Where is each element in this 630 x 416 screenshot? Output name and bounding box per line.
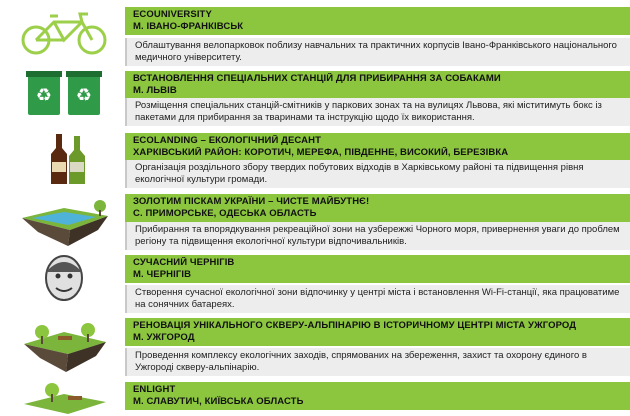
item-location: М. ІВАНО-ФРАНКІВСЬК [133,21,244,32]
item-location: М. ЛЬВІВ [133,85,177,96]
recycle-bins-icon [18,69,110,117]
item-description: Розміщення спеціальних станцій-смітників у паркових зонах та на вулицях Львова, які міститимуть бокс із пакетами для прибирання за тваринами та інструкцію щодо їх використання. [125,98,630,126]
bottles-icon [18,132,110,186]
portrait-icon [18,252,110,304]
bench-island-icon [18,382,110,416]
item-description: Організація роздільного збору твердих побутових відходів в Харківському районі та підвищення рівня екологічної культури громади. [125,160,630,188]
item-location: М. ЧЕРНІГІВ [133,269,192,280]
item-location: ХАРКІВСЬКИЙ РАЙОН: КОРОТИЧ, МЕРЕФА, ПІВДЕННЕ, ВИСОКИЙ, БЕРЕЗІВКА [133,147,509,158]
item-title: ВСТАНОВЛЕННЯ СПЕЦІАЛЬНИХ СТАНЦІЙ ДЛЯ ПРИБИРАННЯ ЗА СОБАКАМИ [133,73,501,84]
item-location: М. СЛАВУТИЧ, КИЇВСЬКА ОБЛАСТЬ [133,396,304,407]
svg-text:♻: ♻ [75,85,93,106]
item-title: ENLIGHT [133,384,176,395]
item-title: ECOUNIVERSITY [133,9,212,20]
item-header [125,194,630,222]
svg-text:♻: ♻ [35,85,53,106]
item-description: Прибирання та впорядкування рекреаційної зони на узбережжі Чорного моря, привернення уваги до проблем регіону та підвищення екологічної культури відпочивальників. [125,222,630,250]
pool-island-icon [18,196,110,248]
item-title: ECOLANDING – ЕКОЛОГІЧНИЙ ДЕСАНТ [133,135,321,146]
item-title: СУЧАСНИЙ ЧЕРНІГІВ [133,257,235,268]
item-location: С. ПРИМОРСЬКЕ, ОДЕСЬКА ОБЛАСТЬ [133,208,317,219]
item-title: РЕНОВАЦІЯ УНІКАЛЬНОГО СКВЕРУ-АЛЬПІНАРІЮ В ІСТОРИЧНОМУ ЦЕНТРІ МІСТА УЖГОРОД [133,320,577,331]
bicycle-icon [18,10,110,56]
item-header [125,7,630,35]
item-location: М. УЖГОРОД [133,332,195,343]
item-header [125,71,630,99]
item-description: Створення сучасної екологічної зони відпочинку у центрі міста і встановлення Wi-Fi-станції, яка працюватиме на сонячних батареях. [125,285,630,313]
item-header [125,255,630,283]
item-header [125,318,630,346]
park-island-icon [18,318,110,374]
item-title: ЗОЛОТИМ ПІСКАМ УКРАЇНИ – ЧИСТЕ МАЙБУТНЄ! [133,196,370,207]
item-header [125,382,630,410]
item-description: Облаштування велопарковок поблизу навчальних та практичних корпусів Івано-Франківського національного медичного університету. [125,38,630,66]
item-description: Проведення комплексу екологічних заходів, спрямованих на збереження, захист та охорону єдиного в Ужгороді скверу-альпінарію. [125,348,630,376]
item-header [125,133,630,161]
